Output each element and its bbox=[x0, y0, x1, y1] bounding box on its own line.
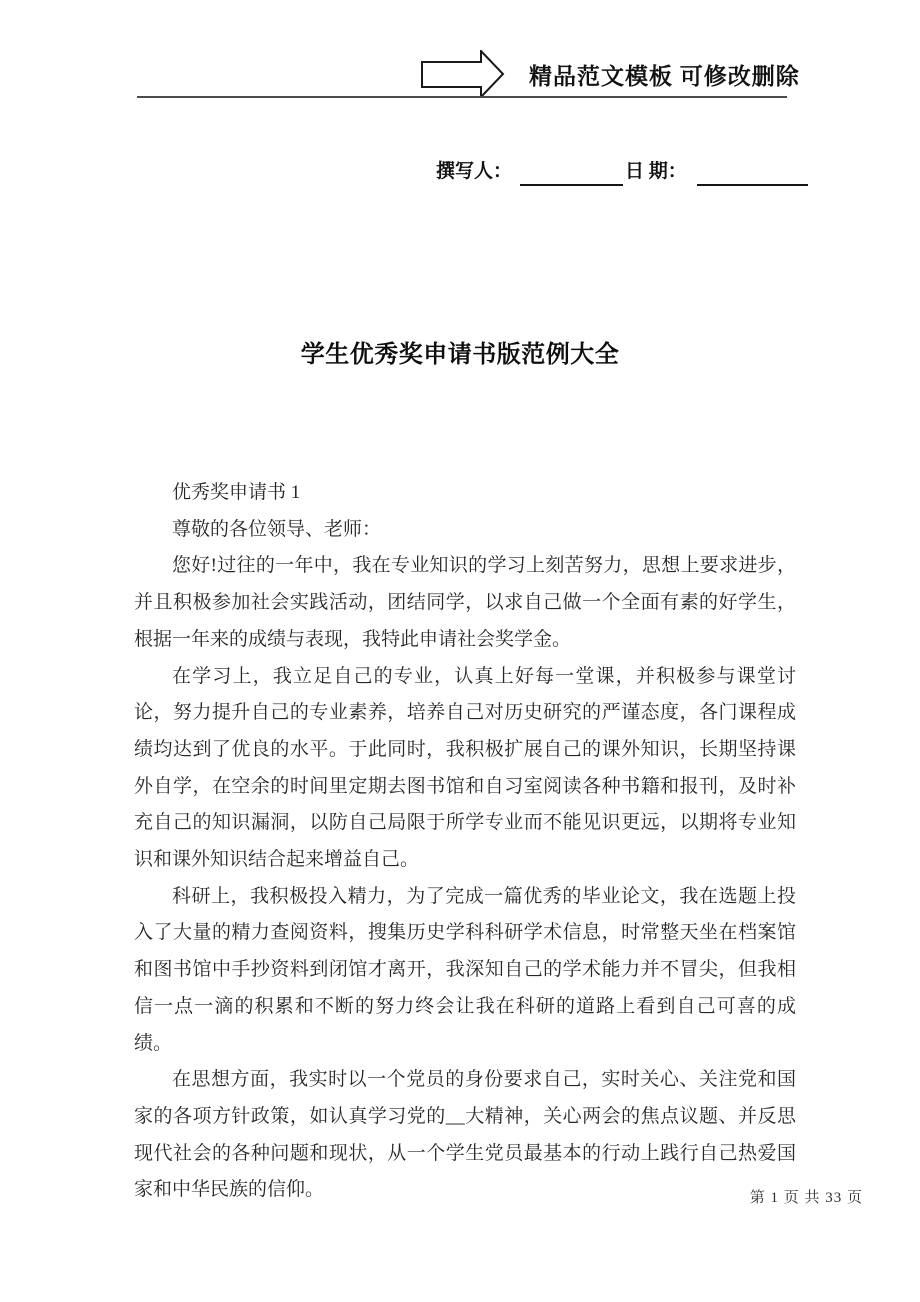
date-blank-line bbox=[697, 160, 808, 186]
header-divider bbox=[137, 96, 787, 98]
paragraph: 科研上，我积极投入精力，为了完成一篇优秀的毕业论文，我在选题上投入了大量的精力查阅资料，搜集历史学科科研学术信息，时常整天坐在档案馆和图书馆中手抄资料到闭馆才离开，我深知自己的学术能力并不冒尖，但我相信一点一滴的积累和不断的努力终会让我在科研的道路上看到自己可喜的成绩。 bbox=[134, 885, 796, 1054]
paragraph: 尊敬的各位领导、老师： bbox=[172, 518, 382, 540]
paragraph: 在思想方面，我实时以一个党员的身份要求自己，实时关心、关注党和国家的各项方针政策，如认真学习党的__大精神，关心两会的焦点议题、并反思现代社会的各种问题和现状，从一个学生党员最基本的行动上践行自己热爱国家和中华民族的信仰。 bbox=[134, 1069, 796, 1201]
paragraph: 优秀奖申请书 1 bbox=[172, 482, 301, 503]
writer-blank-line bbox=[520, 160, 623, 186]
document-title: 学生优秀奖申请书版范例大全 bbox=[300, 342, 620, 368]
byline bbox=[436, 158, 808, 186]
banner-text: 精品范文模板 可修改删除 bbox=[529, 64, 800, 89]
document-body bbox=[134, 475, 796, 1209]
paragraph: 在学习上，我立足自己的专业，认真上好每一堂课，并积极参与课堂讨论，努力提升自己的专业素养，培养自己对历史研究的严谨态度，各门课程成绩均达到了优良的水平。于此同时，我积极扩展自己的课外知识，长期坚持课外自学，在空余的时间里定期去图书馆和自习室阅读各种书籍和报刊，及时补充自己的知识漏洞，以防自己局限于所学专业而不能见识更远，以期将专业知识和课外知识结合起来增益自己。 bbox=[134, 665, 796, 871]
page-number: 第 1 页 共 33 页 bbox=[749, 1190, 863, 1206]
paragraph: 您好!过往的一年中，我在专业知识的学习上刻苦努力，思想上要求进步，并且积极参加社会实践活动，团结同学，以求自己做一个全面有素的好学生，根据一年来的成绩与表现，我特此申请社会奖学金。 bbox=[134, 555, 796, 650]
right-arrow-icon bbox=[421, 50, 505, 98]
writer-label: 撰写人： bbox=[436, 161, 513, 182]
date-label: 日 期： bbox=[625, 161, 687, 182]
